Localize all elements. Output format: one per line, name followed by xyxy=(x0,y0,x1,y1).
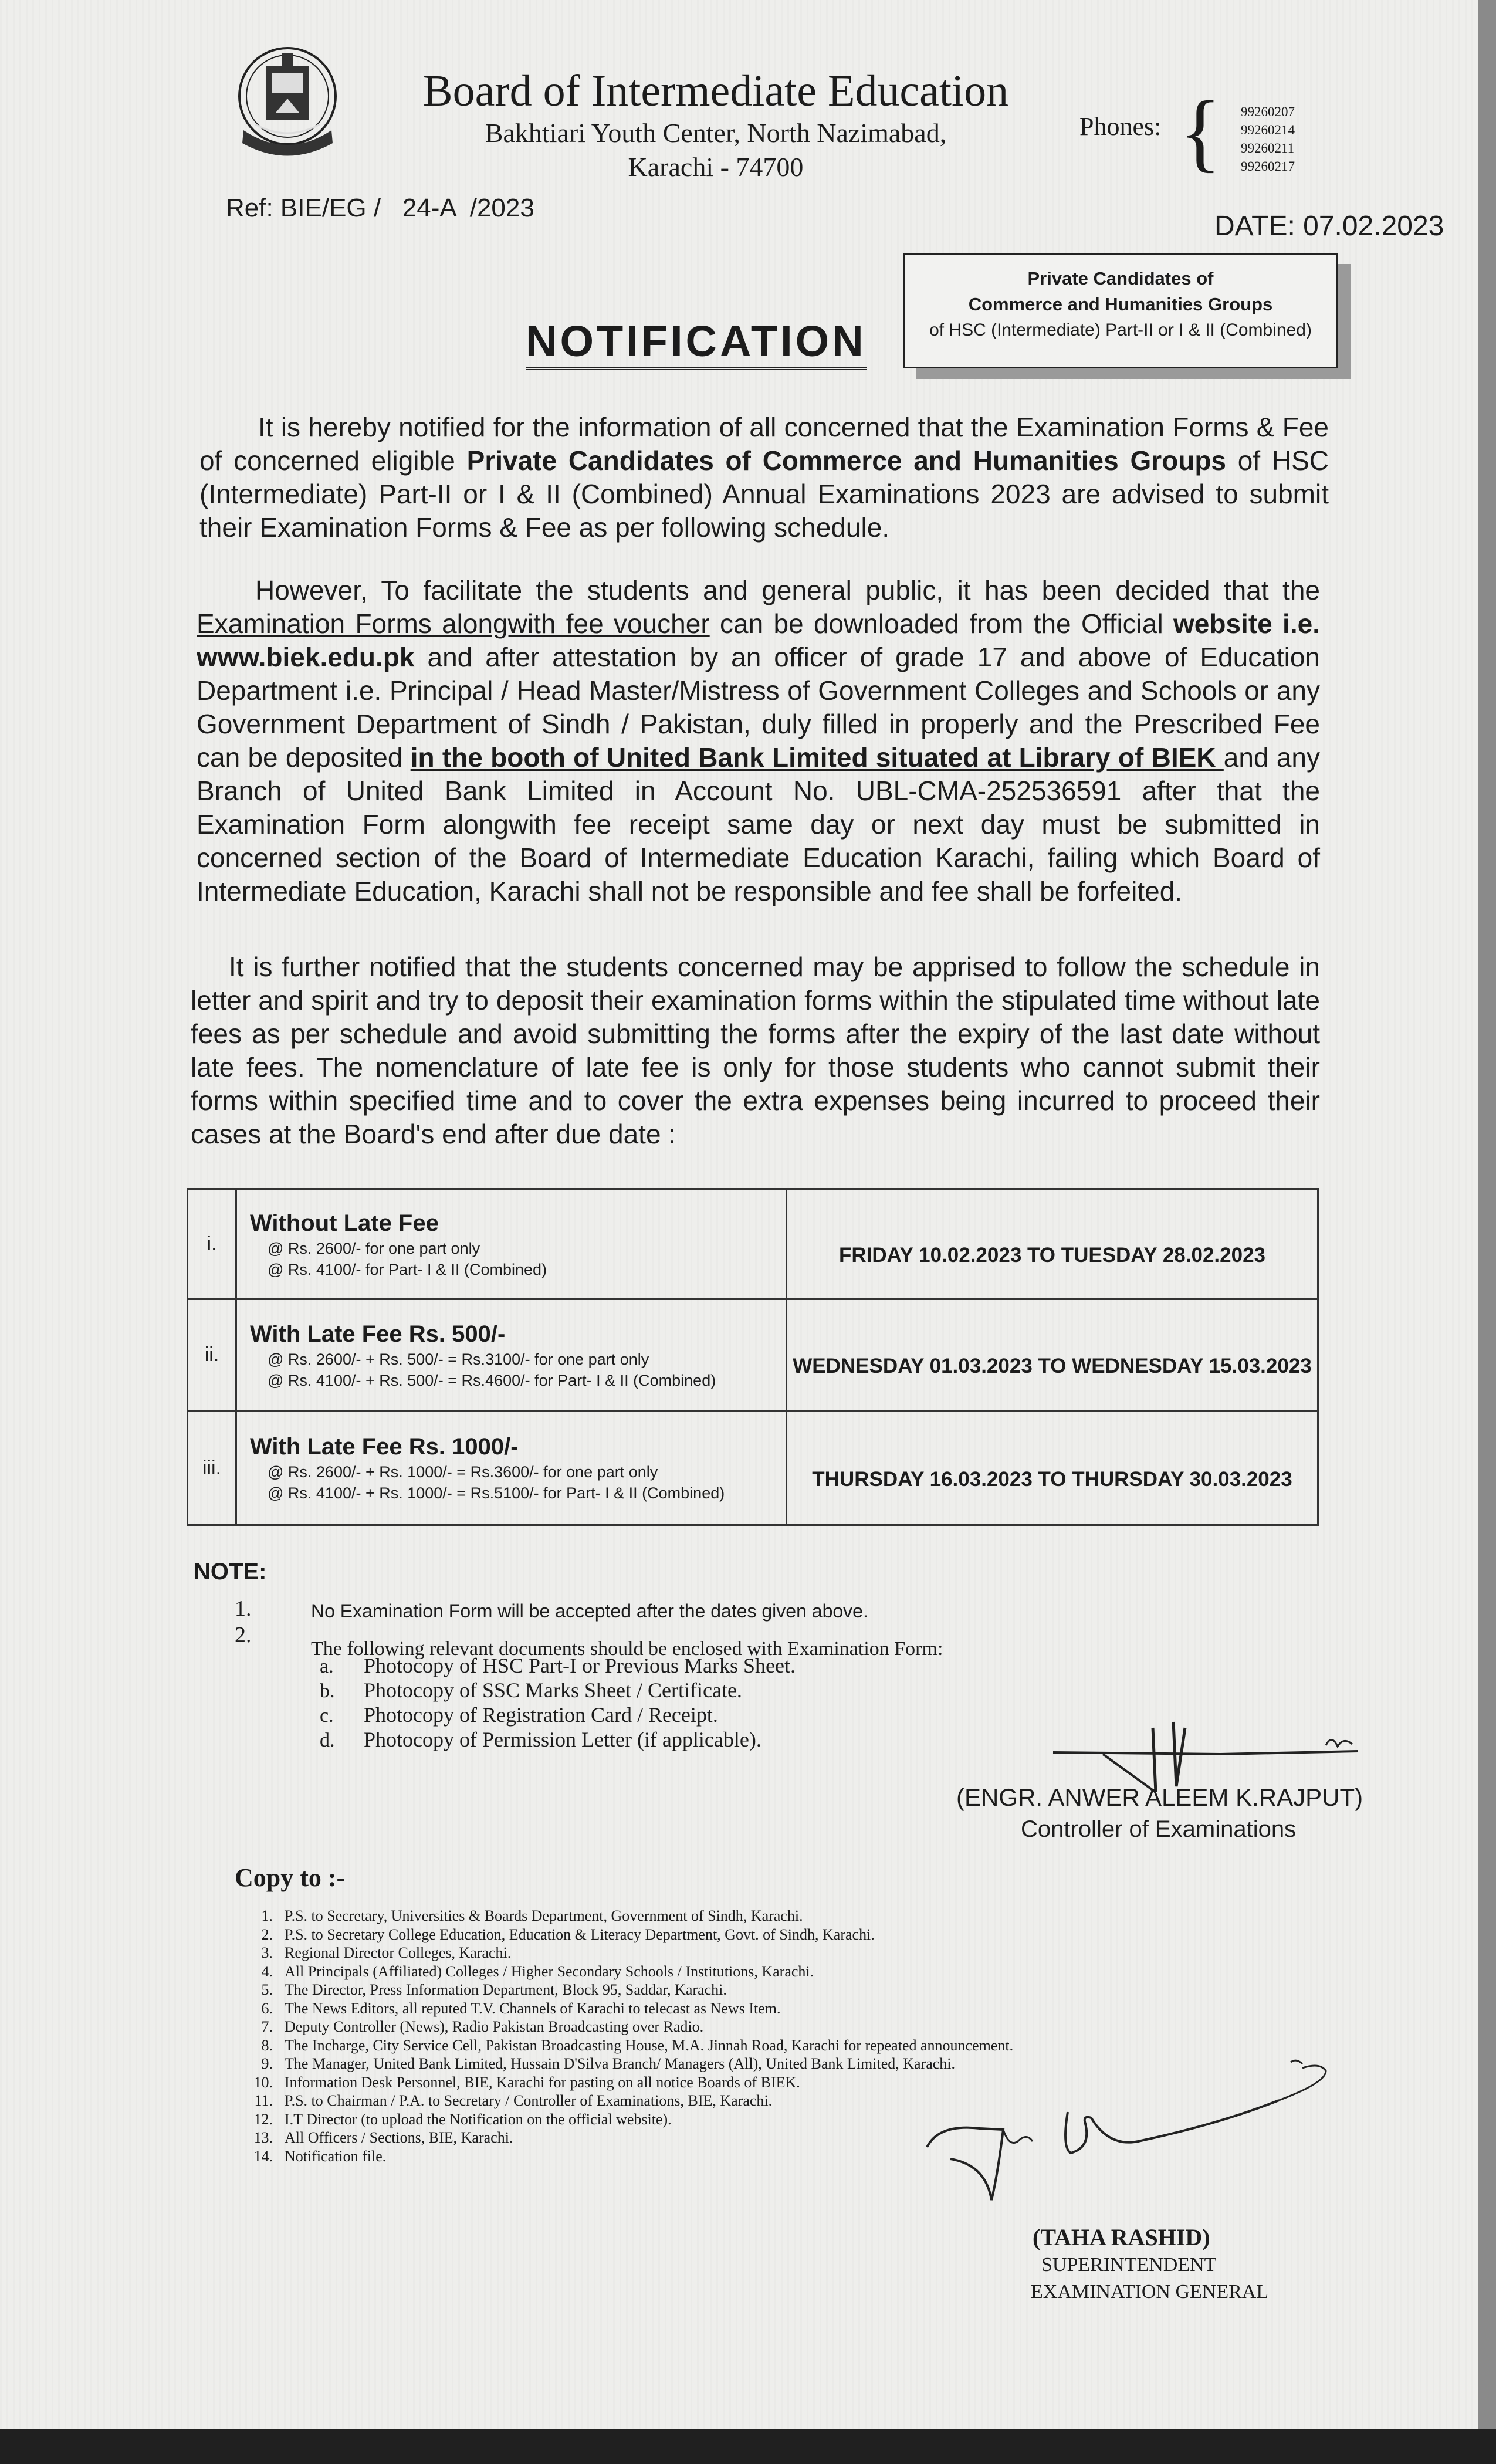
notification-date: DATE: 07.02.2023 xyxy=(1214,211,1444,242)
paragraph-1-text: It is hereby notified for the information of all concerned that the Examination Forms & Fee of concerned eligible xyxy=(199,412,1329,476)
copy-to-text: Regional Director Colleges, Karachi. xyxy=(285,1944,512,1961)
phone-list xyxy=(1241,103,1295,175)
paragraph-2-text-2: can be downloaded from the Official xyxy=(709,608,1174,639)
copy-to-number: 6. xyxy=(261,1999,273,2017)
copy-to-item xyxy=(249,1981,1013,1999)
note-number: 2. xyxy=(235,1623,252,1647)
paragraph-2-text-3: and after attestation by an officer of grade 17 and above of Education Department i.e. Principal / Head Master/Mistress of Government Colleges and Schools or any Government Department of Sindh / Pakistan, duly filled in properly and the Prescribed Fee can be deposited xyxy=(197,642,1320,773)
copy-to-text: The News Editors, all reputed T.V. Channels of Karachi to telecast as News Item. xyxy=(285,1999,781,2017)
paragraph-1 xyxy=(199,411,1329,544)
copy-to-text: P.S. to Secretary, Universities & Boards Department, Government of Sindh, Karachi. xyxy=(285,1907,803,1924)
note-label: NOTE: xyxy=(194,1559,267,1585)
paragraph-2-text: However, To facilitate the students and general public, it has been decided that the xyxy=(255,575,1320,605)
copy-to-text: Information Desk Personnel, BIE, Karachi for pasting on all notice Boards of BIEK. xyxy=(285,2073,800,2091)
date-range-cell: THURSDAY 16.03.2023 TO THURSDAY 30.03.2023 xyxy=(787,1411,1318,1525)
document-letter: b. xyxy=(320,1680,335,1702)
copy-to-number: 8. xyxy=(261,2036,273,2054)
copy-to-number: 5. xyxy=(261,1981,273,1998)
group-box-line-1: Private Candidates of xyxy=(1027,268,1214,289)
copy-to-item xyxy=(249,1907,1013,1925)
fee-line: @ Rs. 2600/- for one part only xyxy=(268,1239,480,1257)
copy-to-number: 2. xyxy=(261,1925,273,1943)
board-name: Board of Intermediate Education xyxy=(422,66,1009,116)
superintendent-department: EXAMINATION GENERAL xyxy=(1031,2281,1269,2303)
fee-title: Without Late Fee xyxy=(250,1210,439,1236)
copy-to-item xyxy=(249,2073,1013,2092)
paragraph-1-text-end: of HSC (Intermediate) Part-II or I & II (Combined) Annual Examinations 2023 are advised to submit their Examination Forms & Fee as per following schedule. xyxy=(199,445,1329,543)
copy-to-number: 4. xyxy=(261,1962,273,1980)
document-item: Photocopy of Registration Card / Receipt. xyxy=(364,1703,718,1727)
copy-to-item xyxy=(249,2055,1013,2073)
fee-cell xyxy=(236,1299,787,1411)
fee-line: @ Rs. 4100/- + Rs. 500/- = Rs.4600/- for Part- I & II (Combined) xyxy=(268,1371,716,1389)
paragraph-3: It is further notified that the students concerned may be apprised to follow the schedule in letter and spirit and try to deposit their examination forms within the stipulated time without late fees as per schedule and avoid submitting the forms after the expiry of the last date without late fees. The nomenclature of late fee is only for those students who cannot submit their forms within specified time and to cover the extra expenses being incurred to proceed their cases at the Board's end after due date : xyxy=(191,952,1320,1149)
copy-to-text: The Manager, United Bank Limited, Hussain D'Silva Branch/ Managers (All), United Bank Limited, Karachi. xyxy=(285,2055,956,2072)
document-letter: a. xyxy=(320,1656,334,1677)
paragraph-2-text-4: and any Branch of United Bank Limited in Account No. UBL-CMA-252536591 after that the Examination Form alongwith fee receipt same day or next day must be submitted in concerned section of the Board of Intermediate Education Karachi, failing which Board of Intermediate Education, Karachi shall not be responsible and fee shall be forfeited. xyxy=(197,742,1320,906)
row-number: i. xyxy=(188,1189,236,1299)
copy-to-item xyxy=(249,1962,1013,1981)
ubl-booth-underlined: in the booth of United Bank Limited situated at Library of BIEK xyxy=(410,742,1224,773)
copy-to-item xyxy=(249,2147,1013,2166)
phones-label: Phones: xyxy=(1079,112,1162,141)
controller-name: (ENGR. ANWER ALEEM K.RAJPUT) xyxy=(956,1783,1363,1811)
copy-to-number: 13. xyxy=(253,2129,273,2146)
fee-title: With Late Fee Rs. 1000/- xyxy=(250,1434,519,1460)
copy-to-number: 12. xyxy=(253,2110,273,2128)
superintendent-title: SUPERINTENDENT xyxy=(1041,2254,1217,2276)
fee-schedule-table xyxy=(187,1188,1319,1526)
date-range-cell: WEDNESDAY 01.03.2023 TO WEDNESDAY 15.03.2023 xyxy=(787,1299,1318,1411)
table-row xyxy=(188,1189,1318,1299)
website-link[interactable]: website i.e. www.biek.edu.pk xyxy=(197,608,1320,672)
date-range-cell: FRIDAY 10.02.2023 TO TUESDAY 28.02.2023 xyxy=(787,1189,1318,1299)
address-line-2: Karachi - 74700 xyxy=(628,152,804,182)
phones-brace: { xyxy=(1179,83,1221,181)
fee-cell xyxy=(236,1189,787,1299)
controller-title: Controller of Examinations xyxy=(1021,1816,1297,1842)
superintendent-signature xyxy=(915,2059,1361,2218)
fee-cell xyxy=(236,1411,787,1525)
row-number: iii. xyxy=(188,1411,236,1525)
copy-to-item xyxy=(249,2091,1013,2110)
copy-to-item xyxy=(249,2128,1013,2147)
copy-to-item xyxy=(249,1944,1013,1962)
copy-to-list xyxy=(249,1907,1013,2165)
copy-to-text: P.S. to Chairman / P.A. to Secretary / Controller of Examinations, BIE, Karachi. xyxy=(285,2092,773,2109)
address-line-1: Bakhtiari Youth Center, North Nazimabad, xyxy=(485,118,947,148)
superintendent-name: (TAHA RASHID) xyxy=(1033,2224,1210,2250)
fee-line: @ Rs. 4100/- + Rs. 1000/- = Rs.5100/- for Part- I & II (Combined) xyxy=(268,1484,725,1502)
copy-to-number: 3. xyxy=(261,1944,273,1961)
document-letter: d. xyxy=(320,1729,335,1751)
notification-title: NOTIFICATION xyxy=(526,316,867,370)
phone-number: 99260214 xyxy=(1241,123,1295,137)
copy-to-text: P.S. to Secretary College Education, Education & Literacy Department, Govt. of Sindh, Karachi. xyxy=(285,1925,875,1943)
fee-title: With Late Fee Rs. 500/- xyxy=(250,1321,506,1347)
note-number: 1. xyxy=(235,1596,252,1621)
copy-to-number: 10. xyxy=(253,2073,273,2091)
candidate-group-box xyxy=(903,253,1338,368)
fee-line: @ Rs. 2600/- + Rs. 1000/- = Rs.3600/- for one part only xyxy=(268,1463,658,1481)
copy-to-text: All Principals (Affiliated) Colleges / Higher Secondary Schools / Institutions, Karachi. xyxy=(285,1962,814,1980)
table-row xyxy=(188,1299,1318,1411)
group-box-line-2: Commerce and Humanities Groups xyxy=(968,294,1273,314)
phone-number: 99260211 xyxy=(1241,141,1295,155)
note-text: The following relevant documents should be enclosed with Examination Form: xyxy=(311,1638,943,1660)
phone-number: 99260207 xyxy=(1241,104,1295,119)
group-box-line-3: of HSC (Intermediate) Part-II or I & II (Combined) xyxy=(929,320,1312,340)
copy-to-item xyxy=(249,2036,1013,2055)
copy-to-text: All Officers / Sections, BIE, Karachi. xyxy=(285,2129,513,2146)
copy-to-item xyxy=(249,1999,1013,2018)
copy-to-text: Deputy Controller (News), Radio Pakistan Broadcasting over Radio. xyxy=(285,2018,704,2035)
scan-edge-bottom xyxy=(0,2429,1496,2464)
table-row xyxy=(188,1411,1318,1525)
copy-to-number: 7. xyxy=(261,2018,273,2035)
copy-to-number: 11. xyxy=(254,2092,273,2109)
fee-line: @ Rs. 4100/- for Part- I & II (Combined) xyxy=(268,1260,547,1278)
document-letter: c. xyxy=(320,1705,334,1727)
scan-edge-right xyxy=(1478,0,1496,2464)
reference-number: Ref: BIE/EG / 24-A /2023 xyxy=(226,194,534,222)
fee-line: @ Rs. 2600/- + Rs. 500/- = Rs.3100/- for one part only xyxy=(268,1350,649,1368)
row-number: ii. xyxy=(188,1299,236,1411)
copy-to-item xyxy=(249,2110,1013,2129)
phone-number: 99260217 xyxy=(1241,159,1295,174)
forms-voucher-underlined: Examination Forms alongwith fee voucher xyxy=(197,608,710,639)
copy-to-text: The Incharge, City Service Cell, Pakistan Broadcasting House, M.A. Jinnah Road, Karachi for repeated announcement. xyxy=(285,2036,1014,2054)
copy-to-item xyxy=(249,1925,1013,1944)
document-item: Photocopy of Permission Letter (if applicable). xyxy=(364,1728,761,1751)
copy-to-label: Copy to :- xyxy=(235,1863,346,1892)
copy-to-number: 14. xyxy=(253,2147,273,2165)
paragraph-1-bold: Private Candidates of Commerce and Humanities Groups xyxy=(466,445,1227,476)
document-item: Photocopy of HSC Part-I or Previous Marks Sheet. xyxy=(364,1654,796,1677)
copy-to-text: I.T Director (to upload the Notification on the official website). xyxy=(285,2110,672,2128)
document-item: Photocopy of SSC Marks Sheet / Certificate. xyxy=(364,1678,742,1702)
copy-to-item xyxy=(249,2018,1013,2036)
paragraph-2 xyxy=(197,574,1320,908)
copy-to-number: 9. xyxy=(261,2055,273,2072)
copy-to-number: 1. xyxy=(261,1907,273,1924)
copy-to-text: The Director, Press Information Department, Block 95, Saddar, Karachi. xyxy=(285,1981,727,1998)
copy-to-text: Notification file. xyxy=(285,2147,387,2165)
note-text: No Examination Form will be accepted after the dates given above. xyxy=(311,1600,868,1622)
